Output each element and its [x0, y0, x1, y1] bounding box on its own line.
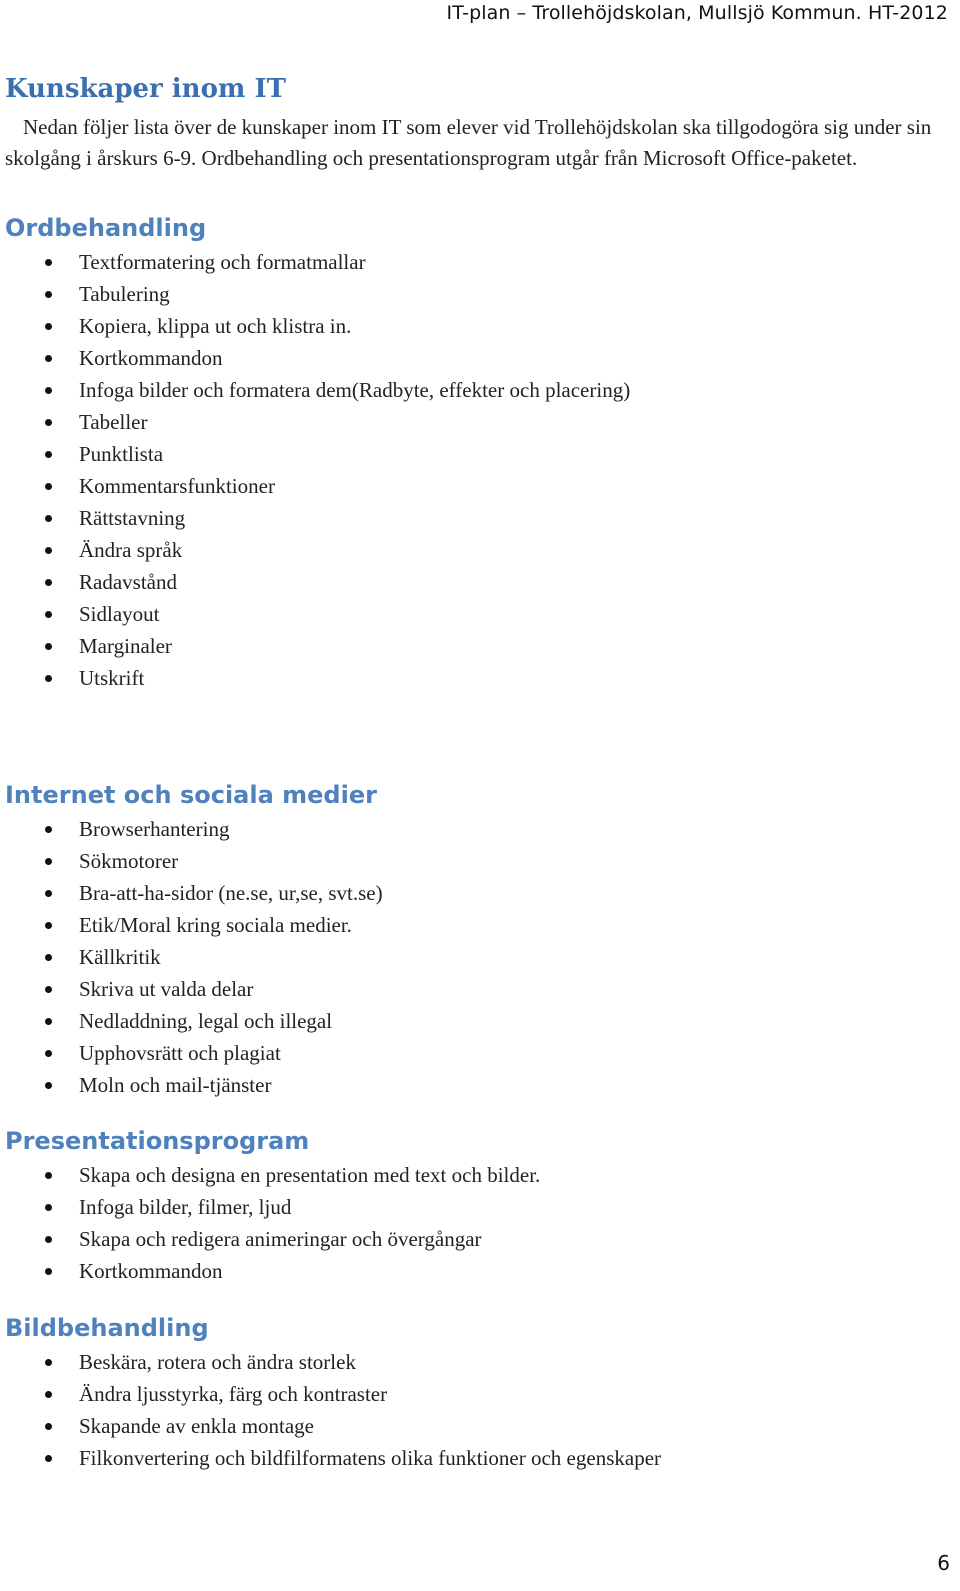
list-item: Bra-att-ha-sidor (ne.se, ur,se, svt.se) [5, 877, 940, 909]
section-heading: Presentationsprogram [5, 1127, 310, 1155]
running-header: IT-plan – Trollehöjdskolan, Mullsjö Kommun. HT-2012 [446, 2, 948, 24]
bullet-list [5, 1159, 940, 1287]
list-item: Punktlista [5, 438, 940, 470]
section-heading: Bildbehandling [5, 1314, 209, 1342]
section-bildbehandling [5, 1310, 940, 1474]
list-item: Kopiera, klippa ut och klistra in. [5, 310, 940, 342]
bullet-list [5, 246, 940, 694]
list-item: Skapa och redigera animeringar och övergångar [5, 1223, 940, 1255]
page-number: 6 [937, 1551, 950, 1575]
intro-paragraph: Nedan följer lista över de kunskaper inom IT som elever vid Trollehöjdskolan ska tillgodogöra sig under sin skolgång i årskurs 6-9. Ordbehandling och presentationsprogram utgår från Microsoft Office-paketet. [5, 115, 932, 170]
list-item: Marginaler [5, 630, 940, 662]
list-item: Nedladdning, legal och illegal [5, 1005, 940, 1037]
list-item: Sidlayout [5, 598, 940, 630]
list-item: Rättstavning [5, 502, 940, 534]
list-item: Upphovsrätt och plagiat [5, 1037, 940, 1069]
list-item: Tabulering [5, 278, 940, 310]
page-title: Kunskaper inom IT [5, 74, 286, 104]
document-body [5, 70, 940, 1474]
list-item: Kommentarsfunktioner [5, 470, 940, 502]
list-item: Ändra ljusstyrka, färg och kontraster [5, 1378, 940, 1410]
bullet-list [5, 813, 940, 1101]
list-item: Kortkommandon [5, 342, 940, 374]
list-item: Radavstånd [5, 566, 940, 598]
list-item: Sökmotorer [5, 845, 940, 877]
list-item: Skapa och designa en presentation med text och bilder. [5, 1159, 940, 1191]
list-item: Beskära, rotera och ändra storlek [5, 1346, 940, 1378]
list-item: Tabeller [5, 406, 940, 438]
list-item: Browserhantering [5, 813, 940, 845]
list-item: Källkritik [5, 941, 940, 973]
list-item: Ändra språk [5, 534, 940, 566]
section-heading: Internet och sociala medier [5, 781, 377, 809]
list-item: Infoga bilder och formatera dem(Radbyte, effekter och placering) [5, 374, 940, 406]
section-ordbehandling [5, 210, 940, 694]
section-presentationsprogram [5, 1123, 940, 1287]
section-heading: Ordbehandling [5, 214, 207, 242]
list-item: Moln och mail-tjänster [5, 1069, 940, 1101]
list-item: Kortkommandon [5, 1255, 940, 1287]
list-item: Filkonvertering och bildfilformatens olika funktioner och egenskaper [5, 1442, 940, 1474]
list-item: Skriva ut valda delar [5, 973, 940, 1005]
section-internet [5, 777, 940, 1101]
list-item: Textformatering och formatmallar [5, 246, 940, 278]
list-item: Etik/Moral kring sociala medier. [5, 909, 940, 941]
bullet-list [5, 1346, 940, 1474]
list-item: Utskrift [5, 662, 940, 694]
list-item: Infoga bilder, filmer, ljud [5, 1191, 940, 1223]
list-item: Skapande av enkla montage [5, 1410, 940, 1442]
